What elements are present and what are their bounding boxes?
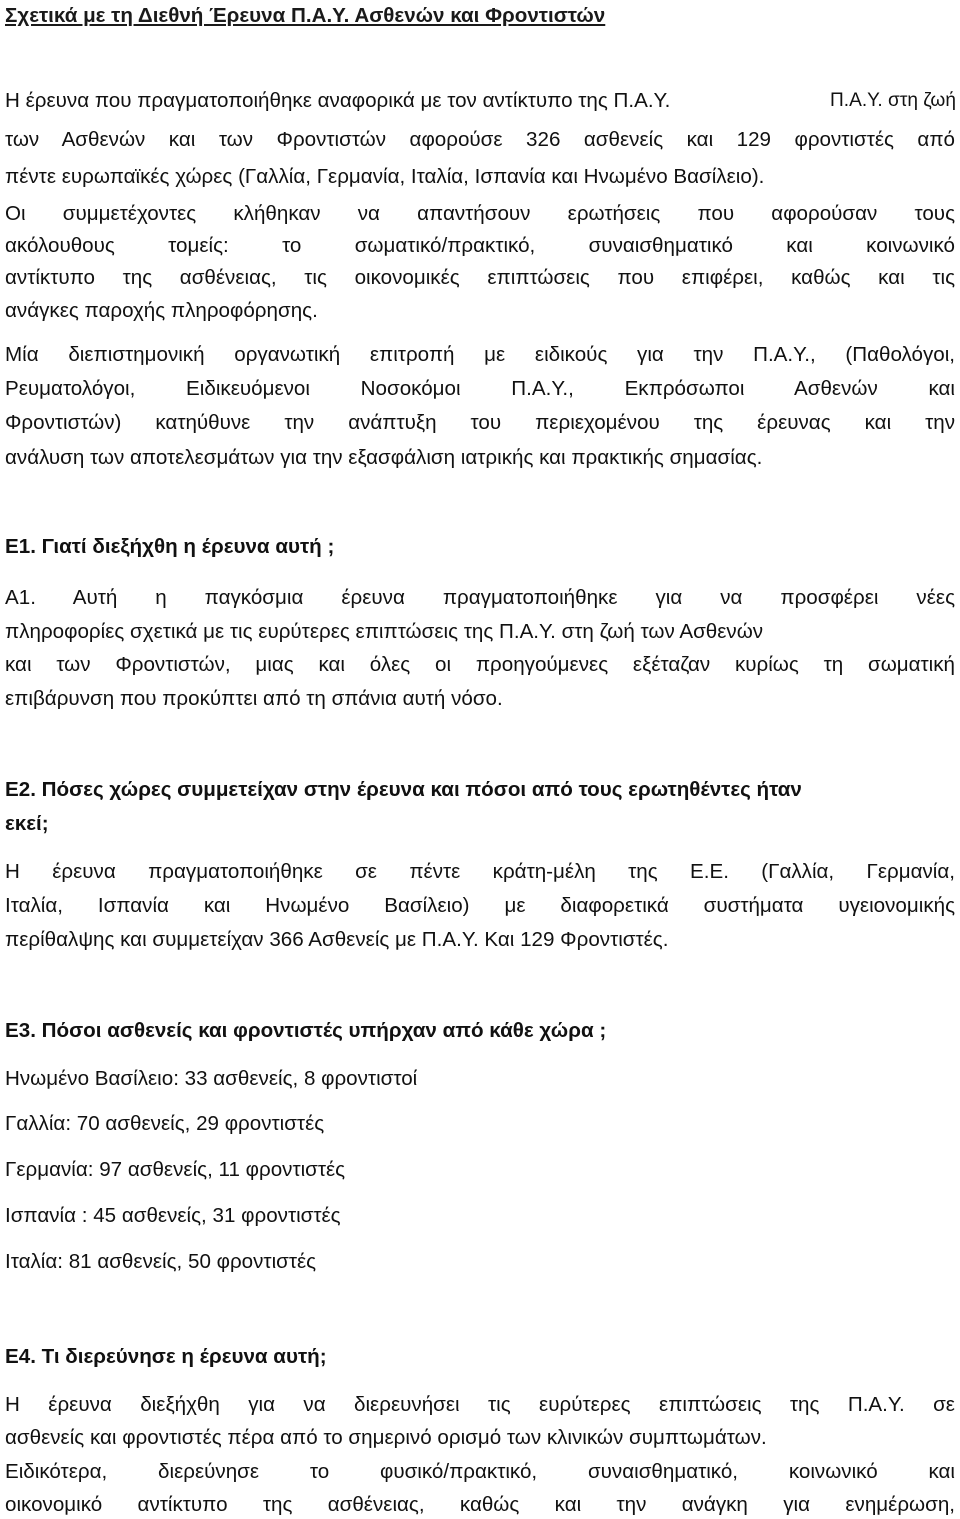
e3-country-france: Γαλλία: 70 ασθενείς, 29 φροντιστές bbox=[5, 1112, 325, 1135]
e1-answer-line-4: επιβάρυνση που προκύπτει από τη σπάνια αυτή νόσο. bbox=[5, 687, 503, 710]
intro-line-4: Οι συμμετέχοντες κλήθηκαν να απαντήσουν ερωτήσεις που αφορούσαν τους bbox=[5, 202, 955, 225]
e1-answer-line-3: και των Φροντιστών, μιας και όλες οι προηγούμενες εξέταζαν κυρίως τη σωματική bbox=[5, 653, 955, 676]
intro-line-3: πέντε ευρωπαϊκές χώρες (Γαλλία, Γερμανία, Ιταλία, Ισπανία και Ηνωμένο Βασίλειο). bbox=[5, 165, 765, 188]
e1-answer-line-1: Α1. Αυτή η παγκόσμια έρευνα πραγματοποιήθηκε για να προσφέρει νέες bbox=[5, 586, 955, 609]
e3-country-italy: Ιταλία: 81 ασθενείς, 50 φροντιστές bbox=[5, 1250, 317, 1273]
e4-answer-line-4: οικονομικό αντίκτυπο της ασθένειας, καθώς και την ανάγκη για ενημέρωση, bbox=[5, 1493, 955, 1516]
e4-answer-line-2: ασθενείς και φροντιστές πέρα από το σημερινό ορισμό των κλινικών συμπτωμάτων. bbox=[5, 1426, 767, 1449]
e2-answer-line-3: περίθαλψης και συμμετείχαν 366 Ασθενείς με Π.Α.Υ. Και 129 Φροντιστές. bbox=[5, 928, 669, 951]
e4-answer-line-3: Ειδικότερα, διερεύνησε το φυσικό/πρακτικό, συναισθηματικό, κοινωνικό και bbox=[5, 1460, 955, 1483]
e1-answer-line-2: πληροφορίες σχετικά με τις ευρύτερες επιπτώσεις της Π.Α.Υ. στη ζωή των Ασθενών bbox=[5, 620, 764, 643]
intro-line-9: Ρευματολόγοι, Ειδικευόμενοι Νοσοκόμοι Π.Α.Υ., Εκπρόσωποι Ασθενών και bbox=[5, 377, 955, 400]
intro-line-1-end: Π.Α.Υ. στη ζωή bbox=[830, 90, 956, 111]
e2-answer-line-2: Ιταλία, Ισπανία και Ηνωμένο Βασίλειο) με διαφορετικά συστήματα υγειονομικής bbox=[5, 894, 955, 917]
intro-line-8: Μία διεπιστημονική οργανωτική επιτροπή με ειδικούς για την Π.Α.Υ., (Παθολόγοι, bbox=[5, 343, 955, 366]
intro-line-10: Φροντιστών) κατηύθυνε την ανάπτυξη του περιεχομένου της έρευνας και την bbox=[5, 411, 955, 434]
intro-line-5: ακόλουθους τομείς: το σωματικό/πρακτικό, συναισθηματικό και κοινωνικό bbox=[5, 234, 955, 257]
e3-country-germany: Γερμανία: 97 ασθενείς, 11 φροντιστές bbox=[5, 1158, 346, 1181]
e2-answer-line-1: Η έρευνα πραγματοποιήθηκε σε πέντε κράτη-μέλη της Ε.Ε. (Γαλλία, Γερμανία, bbox=[5, 860, 955, 883]
intro-line-11: ανάλυση των αποτελεσμάτων για την εξασφάλιση ιατρικής και πρακτικής σημασίας. bbox=[5, 446, 763, 469]
page-title: Σχετικά με τη Διεθνή Έρευνα Π.Α.Υ. Ασθενών και Φροντιστών bbox=[5, 4, 606, 27]
question-e3: Ε3. Πόσοι ασθενείς και φροντιστές υπήρχαν από κάθε χώρα ; bbox=[5, 1019, 607, 1042]
intro-line-2: των Ασθενών και των Φροντιστών αφορούσε 326 ασθενείς και 129 φροντιστές από bbox=[5, 128, 955, 151]
intro-line-6: αντίκτυπο της ασθένειας, τις οικονομικές επιπτώσεις που επιφέρει, καθώς και τις bbox=[5, 266, 955, 289]
question-e2-line-2: εκεί; bbox=[5, 812, 49, 835]
question-e2-line-1: Ε2. Πόσες χώρες συμμετείχαν στην έρευνα και πόσοι από τους ερωτηθέντες ήταν bbox=[5, 778, 802, 801]
e3-country-spain: Ισπανία : 45 ασθενείς, 31 φροντιστές bbox=[5, 1204, 341, 1227]
e4-answer-line-1: Η έρευνα διεξήχθη για να διερευνήσει τις ευρύτερες επιπτώσεις της Π.Α.Υ. σε bbox=[5, 1393, 955, 1416]
e3-country-uk: Ηνωμένο Βασίλειο: 33 ασθενείς, 8 φροντιστοί bbox=[5, 1067, 418, 1090]
intro-line-7: ανάγκες παροχής πληροφόρησης. bbox=[5, 299, 318, 322]
question-e4: Ε4. Τι διερεύνησε η έρευνα αυτή; bbox=[5, 1345, 327, 1368]
question-e1: Ε1. Γιατί διεξήχθη η έρευνα αυτή ; bbox=[5, 535, 335, 558]
intro-line-1: Η έρευνα που πραγματοποιήθηκε αναφορικά με τον αντίκτυπο της Π.Α.Υ. bbox=[5, 89, 671, 112]
